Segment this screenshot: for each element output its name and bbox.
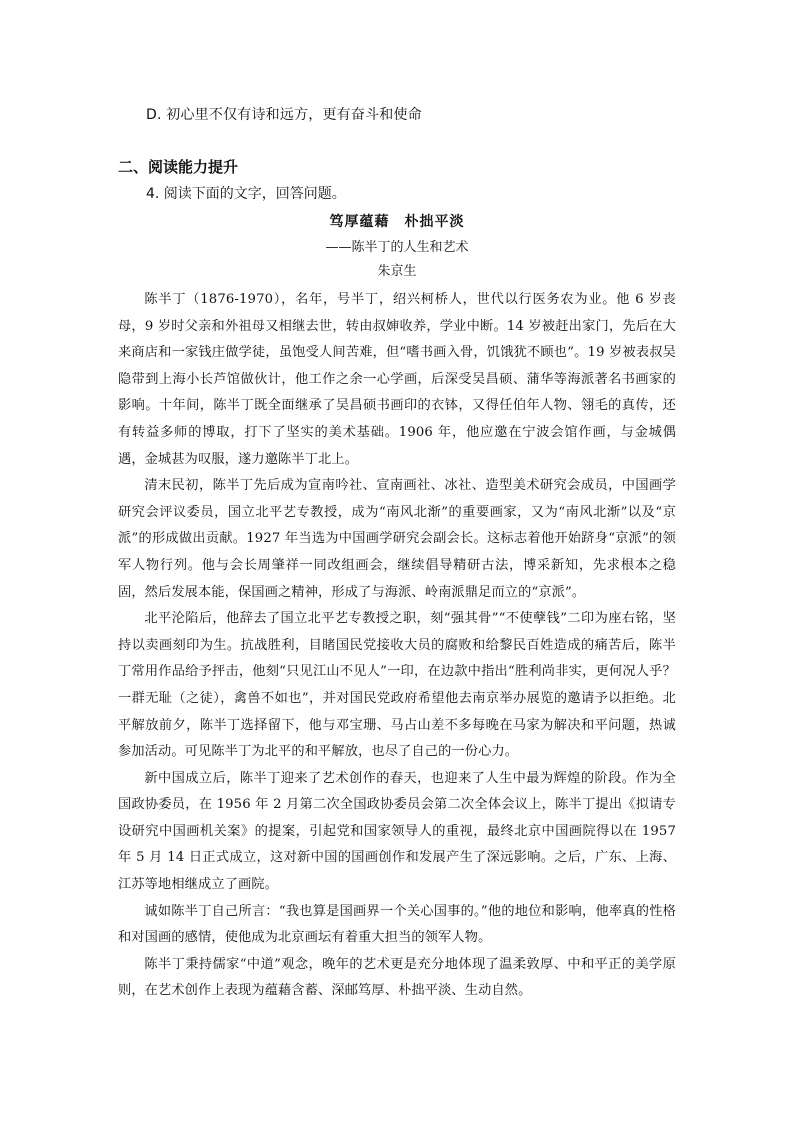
article-body <box>118 287 676 1005</box>
article-paragraph-2: 清末民初，陈半丁先后成为宣南吟社、宣南画社、冰社、造型美术研究会成员，中国画学研究会评议委员，国立北平艺专教授，成为“南风北渐”的重要画家，又为“南风北渐”以及“京派”的形成做出贡献。1927 年当选为中国画学研究会副会长。这标志着他开始跻身“京派”的领军人物行列。他与会长周肇祥一同改组画会，继续倡导精研古法，博采新知，先求根本之稳固，然后发展本能，保国画之精神，形成了与海派、岭南派鼎足而立的“京派”。 <box>118 478 676 600</box>
article-author: 朱京生 <box>377 264 417 279</box>
section-heading: 二、阅读能力提升 <box>118 158 239 176</box>
article-paragraph-4: 新中国成立后，陈半丁迎来了艺术创作的春天，也迎来了人生中最为辉煌的阶段。作为全国政协委员，在 1956 年 2 月第二次全国政协委员会第二次全体会议上，陈半丁提出《拟请专设研究中国画机关案》的提案，引起党和国家领导人的重视，最终北京中国画院得以在 1957 年 5 月 14 日正式成立，这对新中国的国画创作和发展产生了深远影响。之后，广东、上海、江苏等地相继成立了画院。 <box>118 770 676 893</box>
article-paragraph-1: 陈半丁（1876-1970），名年，号半丁，绍兴柯桥人，世代以行医务农为业。他 6 岁丧母，9 岁时父亲和外祖母又相继去世，转由叔婶收养，学业中断。14 岁被赶出家门，先后在大来商店和一家钱庄做学徒，虽饱受人间苦难，但“嗜书画入骨，饥饿犹不顾也”。19 岁被表叔吴隐带到上海小长芦馆做伙计，他工作之余一心学画，后深受吴昌硕、蒲华等海派著名书画家的影响。十年间，陈半丁既全面继承了吴昌硕书画印的衣钵，又得任伯年人物、翎毛的真传，还有转益多师的博取，打下了坚实的美术基础。1906 年，他应邀在宁波会馆作画，与金城偶遇，金城甚为叹服，遂力邀陈半丁北上。 <box>118 292 676 467</box>
answer-option-d: D. 初心里不仅有诗和远方，更有奋斗和使命 <box>146 107 422 123</box>
article-paragraph-5: 诚如陈半丁自己所言：“我也算是国画界一个关心国事的。”他的地位和影响，他率真的性格和对国画的感情，使他成为北京画坛有着重大担当的领军人物。 <box>118 903 676 946</box>
question-prompt: 4. 阅读下面的文字，回答问题。 <box>146 186 346 202</box>
article-paragraph-6: 陈半丁秉持儒家“中道”观念，晚年的艺术更是充分地体现了温柔敦厚、中和平正的美学原则，在艺术创作上表现为蕴藉含蓄、深邮笃厚、朴拙平淡、生动自然。 <box>118 956 676 999</box>
article-paragraph-3: 北平沦陷后，他辞去了国立北平艺专教授之职，刻“强其骨”“不使孽钱”二印为座右铭，坚持以卖画刻印为生。抗战胜利，目睹国民党接收大员的腐败和给黎民百姓造成的痛苦后，陈半丁常用作品给予抨击，他刻“只见江山不见人”一印，在边款中指出“胜利尚非实，更何况人乎？一群无耻（之徒），禽兽不如也”，并对国民党政府希望他去南京举办展览的邀请予以拒绝。北平解放前夕，陈半丁选择留下，他与邓宝珊、马占山差不多每晚在马家为解决和平问题，热诚参加活动。可见陈半丁为北平的和平解放，也尽了自己的一份心力。 <box>118 611 676 760</box>
article-subtitle: ——陈半丁的人生和艺术 <box>325 240 469 255</box>
article-title: 笃厚蕴藉 朴拙平淡 <box>329 214 465 230</box>
